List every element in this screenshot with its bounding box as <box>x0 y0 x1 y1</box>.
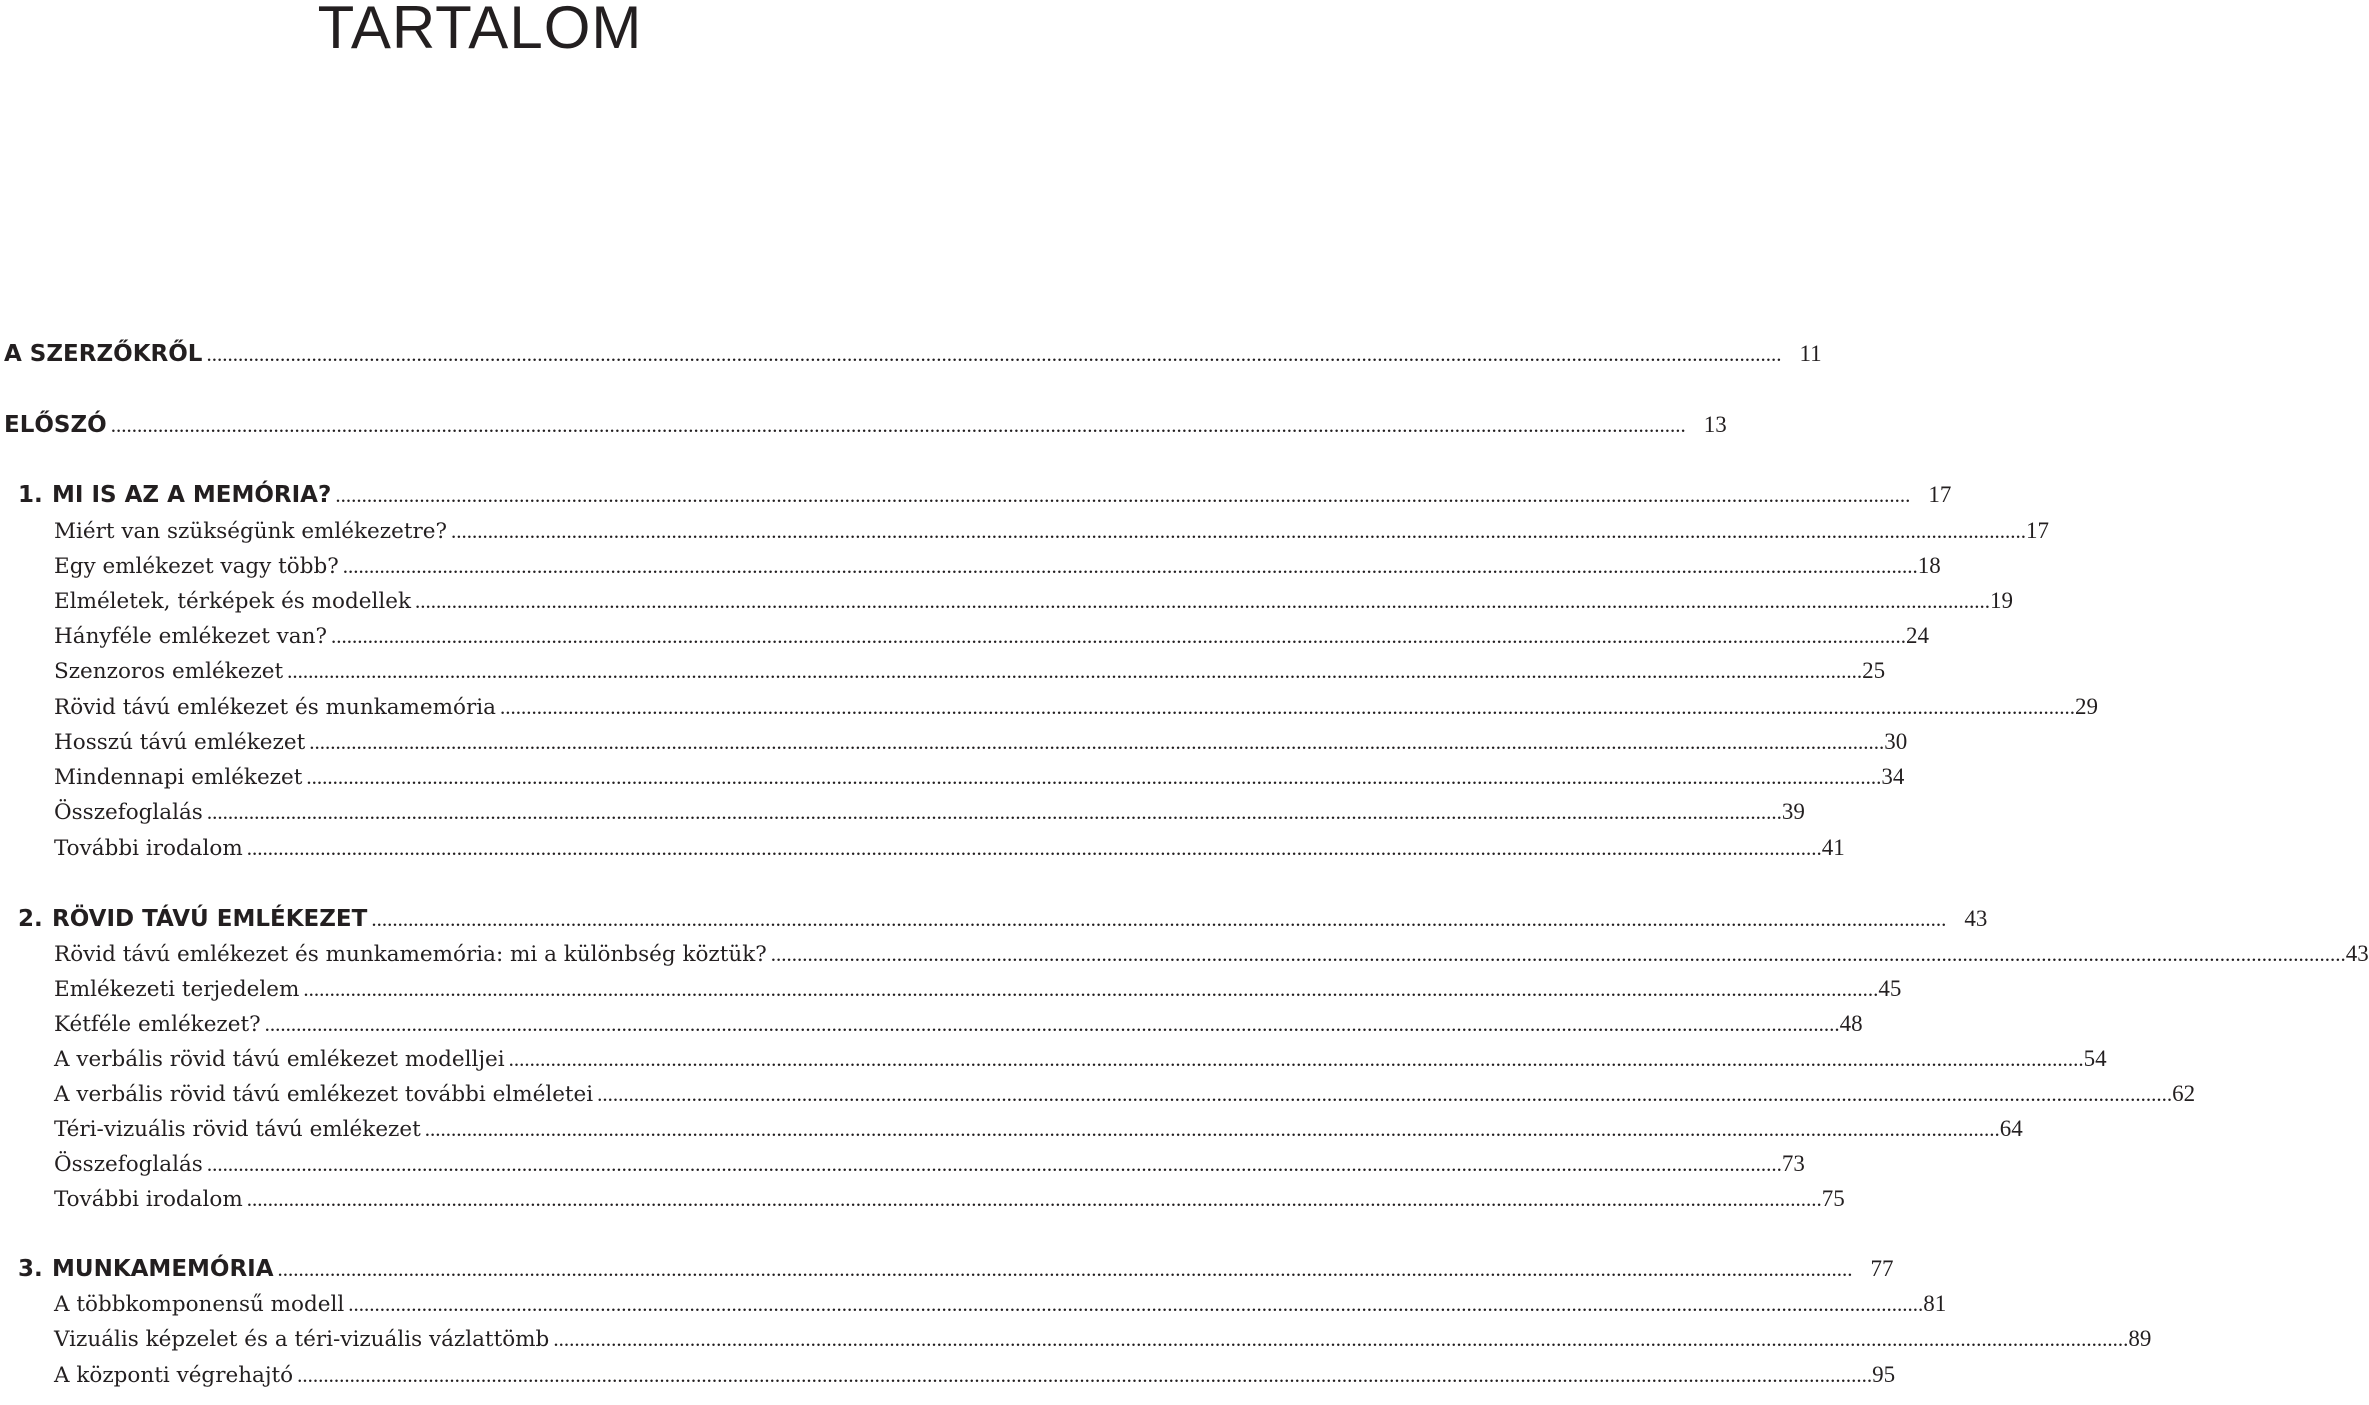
section-page: 54 <box>2083 1046 2107 1071</box>
dot-leader: ............................................................................................................................................................................................................................................................................................................ <box>277 1257 1853 1281</box>
section-label: A központi végrehajtó <box>54 1363 294 1388</box>
dot-leader: ............................................................................................................................................................................................................................................................................................................ <box>246 836 1822 860</box>
section-page: 48 <box>1839 1011 1863 1036</box>
section-page: 25 <box>1862 658 1886 683</box>
chapter-label: RÖVID TÁVÚ EMLÉKEZET <box>52 906 368 932</box>
dot-leader: ............................................................................................................................................................................................................................................................................................................ <box>553 1327 2129 1351</box>
dot-leader: ............................................................................................................................................................................................................................................................................................................ <box>206 1152 1782 1176</box>
section-label: Hosszú távú emlékezet <box>54 730 306 755</box>
chapter-title <box>18 906 367 932</box>
chapter-title <box>18 482 331 508</box>
section-page: 89 <box>2128 1326 2152 1351</box>
entry-page: 11 <box>1799 341 1822 366</box>
toc-chapter-2 <box>0 906 1988 941</box>
dot-leader: ............................................................................................................................................................................................................................................................................................................ <box>424 1117 2000 1141</box>
toc-section <box>0 799 1805 834</box>
page-title: TARTALOM <box>317 0 643 61</box>
entry-page: 17 <box>1928 482 1952 507</box>
toc-section <box>0 518 2050 553</box>
dot-leader: ............................................................................................................................................................................................................................................................................................................ <box>348 1292 1924 1316</box>
section-page: 39 <box>1781 799 1805 824</box>
section-page: 24 <box>1906 623 1930 648</box>
section-page: 73 <box>1781 1151 1805 1176</box>
dot-leader: ............................................................................................................................................................................................................................................................................................................ <box>415 589 1990 613</box>
section-label: A verbális rövid távú emlékezet további elméletei <box>54 1082 594 1107</box>
section-label: Összefoglalás <box>54 800 203 825</box>
section-page: 34 <box>1881 764 1905 789</box>
section-page: 81 <box>1923 1291 1947 1316</box>
toc-section <box>0 1151 1805 1186</box>
section-label: Mindennapi emlékezet <box>54 765 303 790</box>
section-label: Kétféle emlékezet? <box>54 1012 261 1037</box>
section-label: Összefoglalás <box>54 1152 203 1177</box>
chapter-number: 3. <box>18 1256 43 1282</box>
section-label: További irodalom <box>54 836 243 861</box>
dot-leader: ............................................................................................................................................................................................................................................................................................................ <box>770 942 2346 966</box>
section-page: 95 <box>1872 1362 1896 1387</box>
toc-section <box>0 976 1902 1011</box>
dot-leader: ............................................................................................................................................................................................................................................................................................................ <box>371 907 1947 931</box>
toc-chapter-1 <box>0 482 1952 517</box>
chapter-number: 2. <box>18 906 43 932</box>
section-page: 45 <box>1878 976 1902 1001</box>
toc-section <box>0 1291 1947 1326</box>
toc-section <box>0 1362 1896 1397</box>
section-page: 17 <box>2026 518 2050 543</box>
toc-section <box>0 658 1886 693</box>
toc-section <box>0 588 2013 623</box>
section-label: Téri-vizuális rövid távú emlékezet <box>54 1117 421 1142</box>
section-label: A többkomponensű modell <box>54 1292 345 1317</box>
dot-leader: ............................................................................................................................................................................................................................................................................................................ <box>206 800 1782 824</box>
dot-leader: ............................................................................................................................................................................................................................................................................................................ <box>451 519 2027 543</box>
section-label: Szenzoros emlékezet <box>54 659 284 684</box>
dot-leader: ............................................................................................................................................................................................................................................................................................................ <box>342 554 1918 578</box>
dot-leader: ............................................................................................................................................................................................................................................................................................................ <box>499 695 2075 719</box>
chapter-label: MUNKAMEMÓRIA <box>52 1256 274 1282</box>
toc-entry-foreword <box>0 412 1727 447</box>
toc-section <box>0 729 1908 764</box>
section-label: Rövid távú emlékezet és munkamemória <box>54 695 496 720</box>
section-label: A verbális rövid távú emlékezet modelljei <box>54 1047 505 1072</box>
toc-section <box>0 1186 1845 1221</box>
entry-page: 43 <box>1964 906 1988 931</box>
toc-section <box>0 1046 2107 1081</box>
entry-label: A SZERZŐKRŐL <box>4 341 203 367</box>
toc-section <box>0 1081 2196 1116</box>
toc-section <box>0 1116 2023 1151</box>
section-label: Elméletek, térképek és modellek <box>54 589 411 614</box>
toc-section <box>0 694 2098 729</box>
chapter-title <box>18 1256 274 1282</box>
section-page: 43 <box>2345 941 2369 966</box>
section-page: 75 <box>1821 1186 1845 1211</box>
section-page: 62 <box>2172 1081 2196 1106</box>
section-label: Miért van szükségünk emlékezetre? <box>54 519 448 544</box>
section-page: 30 <box>1884 729 1908 754</box>
chapter-number: 1. <box>18 482 43 508</box>
toc-section <box>0 835 1845 870</box>
section-page: 41 <box>1821 835 1845 860</box>
toc-section <box>0 623 1930 658</box>
dot-leader: ............................................................................................................................................................................................................................................................................................................ <box>246 1187 1822 1211</box>
section-label: Rövid távú emlékezet és munkamemória: mi a különbség köztük? <box>54 942 767 967</box>
chapter-label: MI IS AZ A MEMÓRIA? <box>52 482 332 508</box>
dot-leader: ............................................................................................................................................................................................................................................................................................................ <box>206 342 1782 366</box>
section-label: Vizuális képzelet és a téri-vizuális vázlattömb <box>54 1327 550 1352</box>
section-label: További irodalom <box>54 1187 243 1212</box>
toc-section <box>0 941 2369 976</box>
entry-label: ELŐSZÓ <box>4 412 107 438</box>
section-label: Emlékezeti terjedelem <box>54 977 300 1002</box>
section-page: 19 <box>1990 588 2013 613</box>
dot-leader: ............................................................................................................................................................................................................................................................................................................ <box>297 1363 1873 1387</box>
toc-section <box>0 1326 2152 1361</box>
dot-leader: ............................................................................................................................................................................................................................................................................................................ <box>306 765 1882 789</box>
entry-page: 13 <box>1703 412 1727 437</box>
section-label: Hányféle emlékezet van? <box>54 624 328 649</box>
toc-section <box>0 553 1941 588</box>
dot-leader: ............................................................................................................................................................................................................................................................................................................ <box>287 659 1863 683</box>
section-page: 18 <box>1917 553 1941 578</box>
dot-leader: ............................................................................................................................................................................................................................................................................................................ <box>335 483 1911 507</box>
dot-leader: ............................................................................................................................................................................................................................................................................................................ <box>110 413 1686 437</box>
section-label: Egy emlékezet vagy több? <box>54 554 339 579</box>
dot-leader: ............................................................................................................................................................................................................................................................................................................ <box>264 1012 1840 1036</box>
dot-leader: ............................................................................................................................................................................................................................................................................................................ <box>309 730 1885 754</box>
dot-leader: ............................................................................................................................................................................................................................................................................................................ <box>331 624 1907 648</box>
section-page: 29 <box>2074 694 2098 719</box>
dot-leader: ............................................................................................................................................................................................................................................................................................................ <box>303 977 1879 1001</box>
section-page: 64 <box>1999 1116 2023 1141</box>
entry-page: 77 <box>1870 1256 1894 1281</box>
dot-leader: ............................................................................................................................................................................................................................................................................................................ <box>508 1047 2084 1071</box>
toc-section <box>0 764 1905 799</box>
toc-section <box>0 1011 1863 1046</box>
toc-entry-authors <box>0 341 1822 376</box>
toc-chapter-3 <box>0 1256 1894 1291</box>
dot-leader: ............................................................................................................................................................................................................................................................................................................ <box>597 1082 2173 1106</box>
